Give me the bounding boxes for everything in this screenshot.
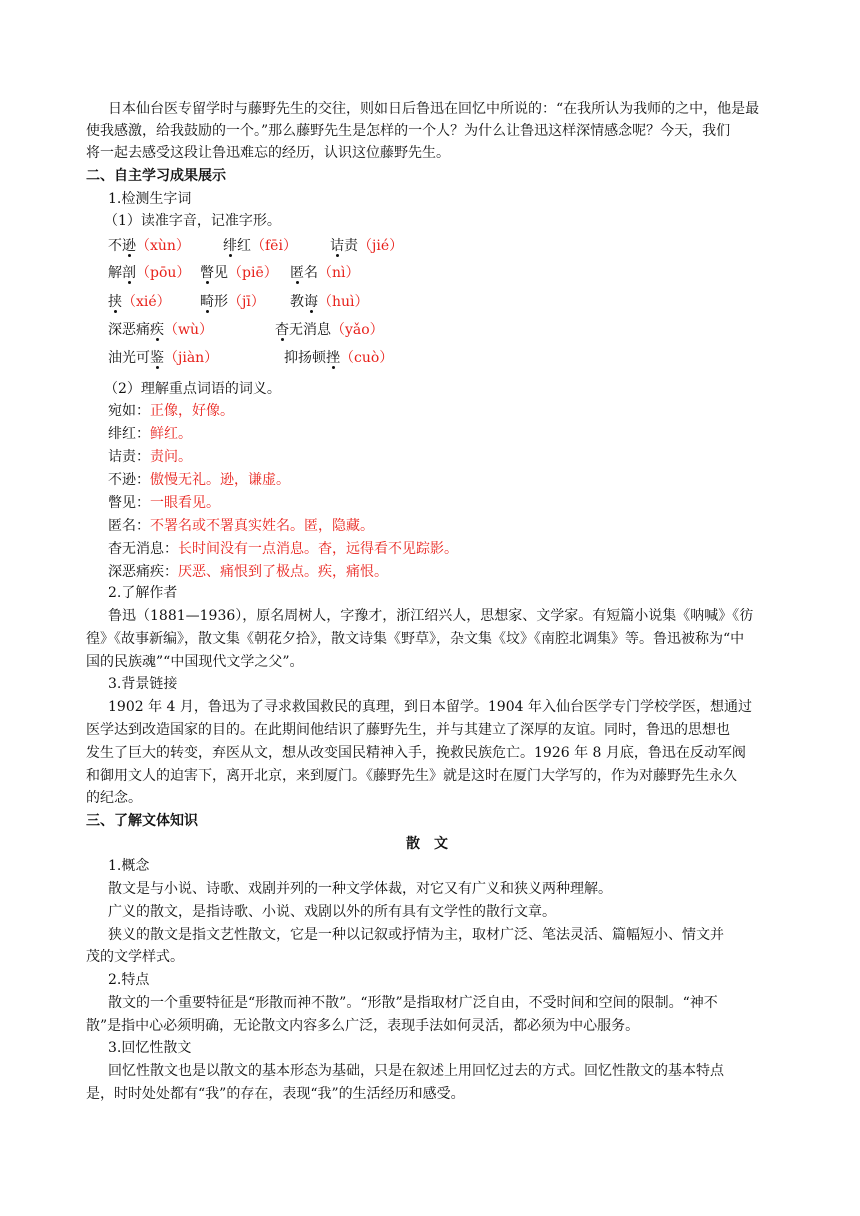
vocab-item: 油光可鉴（jiàn）	[108, 350, 219, 366]
vocab-item: 杳无消息（yǎo）	[275, 322, 384, 338]
definition-answer: 鲜红。	[150, 426, 192, 442]
intro-line: 日本仙台医专留学时与藤野先生的交往，则如日后鲁迅在回忆中所说的：“在我所认为我师的之中，他是最	[108, 101, 760, 117]
definition-item: 绯红：鲜红。	[108, 426, 192, 442]
pinyin: （xùn）	[136, 238, 190, 254]
background-line: 1902 年 4 月，鲁迅为了寻求救国救民的真理，到日本留学。1904 年入仙台医学专门学校学医，想通过	[108, 699, 752, 715]
instruction: （2）理解重点词语的词义。	[104, 381, 281, 397]
feature-line: 散文的一个重要特征是“形散而神不散”。“形散”是指取材广泛自由，不受时间和空间的限制。“神不	[108, 995, 718, 1011]
pinyin: （piē）	[228, 265, 278, 281]
pinyin: （cuò）	[340, 350, 394, 366]
subsection-title: 2.特点	[108, 972, 150, 988]
pinyin: （jī）	[228, 294, 265, 310]
concept-line: 广义的散文，是指诗歌、小说、戏剧以外的所有具有文学性的散行文章。	[108, 904, 556, 920]
vocab-item: 匿名（nì）	[290, 265, 360, 281]
definition-answer: 长时间没有一点消息。杳，远得看不见踪影。	[178, 541, 458, 557]
definition-item: 匿名：不署名或不署真实姓名。匿，隐藏。	[108, 518, 374, 534]
definition-item: 杳无消息：长时间没有一点消息。杳，远得看不见踪影。	[108, 541, 458, 557]
vocab-item: 瞥见（piē）	[200, 265, 278, 281]
definition-item: 瞥见：一眼看见。	[108, 495, 220, 511]
definition-item: 诘责：责问。	[108, 449, 192, 465]
definition-answer: 厌恶、痛恨到了极点。疾，痛恨。	[178, 564, 388, 580]
memoir-line: 是，时时处处都有“我”的存在，表现“我”的生活经历和感受。	[86, 1086, 465, 1102]
concept-line: 狭义的散文是指文艺性散文，它是一种以记叙或抒情为主，取材广泛、笔法灵活、篇幅短小、情文并	[108, 927, 724, 943]
pinyin: （pōu）	[136, 265, 191, 281]
pinyin: （wù）	[164, 322, 213, 338]
background-line: 和御用文人的迫害下，离开北京，来到厦门。《藤野先生》就是这时在厦门大学写的，作为对藤野先生永久	[86, 768, 737, 784]
subsection-title: 1.检测生字词	[108, 191, 192, 207]
background-line: 发生了巨大的转变，弃医从文，想从改变国民精神入手，挽救民族危亡。1926 年 8 月底，鲁迅在反动军阀	[86, 745, 746, 761]
vocab-item: 抑扬顿挫（cuò）	[284, 350, 394, 366]
concept-line: 茂的文学样式。	[86, 949, 184, 965]
concept-line: 散文是与小说、诗歌、戏剧并列的一种文学体裁，对它又有广义和狭义两种理解。	[108, 881, 612, 897]
vocab-item: 解剖（pōu）	[108, 265, 191, 281]
definition-item: 深恶痛疾：厌恶、痛恨到了极点。疾，痛恨。	[108, 564, 388, 580]
pinyin: （xié）	[122, 294, 171, 310]
subsection-title: 1.概念	[108, 858, 150, 874]
author-line: 鲁迅（1881—1936），原名周树人，字豫才，浙江绍兴人，思想家、文学家。有短篇小说集《呐喊》《彷	[108, 608, 754, 624]
author-line: 徨》《故事新编》，散文集《朝花夕拾》，散文诗集《野草》，杂文集《坟》《南腔北调集》等。鲁迅被称为“中	[86, 631, 745, 647]
pinyin: （huì）	[318, 294, 369, 310]
vocab-item: 不逊（xùn）	[108, 238, 190, 254]
instruction: （1）读准字音，记准字形。	[104, 213, 281, 229]
definition-answer: 不署名或不署真实姓名。匿，隐藏。	[150, 518, 374, 534]
memoir-line: 回忆性散文也是以散文的基本形态为基础，只是在叙述上用回忆过去的方式。回忆性散文的基本特点	[108, 1063, 724, 1079]
subsection-title: 3.背景链接	[108, 676, 178, 692]
vocab-item: 畸形（jī）	[200, 294, 265, 310]
vocab-item: 深恶痛疾（wù）	[108, 322, 213, 338]
genre-title: 散 文	[406, 836, 448, 852]
intro-line: 使我感激，给我鼓励的一个。”那么藤野先生是怎样的一个人？为什么让鲁迅这样深情感念呢？今天，我们	[86, 123, 731, 139]
feature-line: 散”是指中心必须明确，无论散文内容多么广泛，表现手法如何灵活，都必须为中心服务。	[86, 1018, 640, 1034]
definition-item: 不逊：傲慢无礼。逊，谦虚。	[108, 472, 290, 488]
definition-item: 宛如：正像，好像。	[108, 403, 234, 419]
background-line: 医学达到改造国家的目的。在此期间他结识了藤野先生，并与其建立了深厚的友谊。同时，鲁迅的思想也	[86, 722, 730, 738]
subsection-title: 2.了解作者	[108, 585, 178, 601]
vocab-item: 绯红（fēi）	[223, 238, 297, 254]
pinyin: （fēi）	[251, 238, 297, 254]
pinyin: （jié）	[358, 238, 404, 254]
vocab-item: 诘责（jié）	[330, 238, 404, 254]
definition-answer: 责问。	[150, 449, 192, 465]
definition-answer: 一眼看见。	[150, 495, 220, 511]
pinyin: （jiàn）	[164, 350, 219, 366]
pinyin: （yǎo）	[331, 322, 384, 338]
background-line: 的纪念。	[86, 790, 142, 806]
subsection-title: 3.回忆性散文	[108, 1040, 192, 1056]
intro-line: 将一起去感受这段让鲁迅难忘的经历，认识这位藤野先生。	[86, 145, 450, 161]
author-line: 国的民族魂”“中国现代文学之父”。	[86, 654, 304, 670]
pinyin: （nì）	[318, 265, 360, 281]
section-heading: 二、自主学习成果展示	[86, 168, 226, 184]
definition-answer: 傲慢无礼。逊，谦虚。	[150, 472, 290, 488]
section-heading: 三、了解文体知识	[86, 813, 198, 829]
vocab-item: 挟（xié）	[108, 294, 171, 310]
vocab-item: 教诲（huì）	[290, 294, 369, 310]
definition-answer: 正像，好像。	[150, 403, 234, 419]
